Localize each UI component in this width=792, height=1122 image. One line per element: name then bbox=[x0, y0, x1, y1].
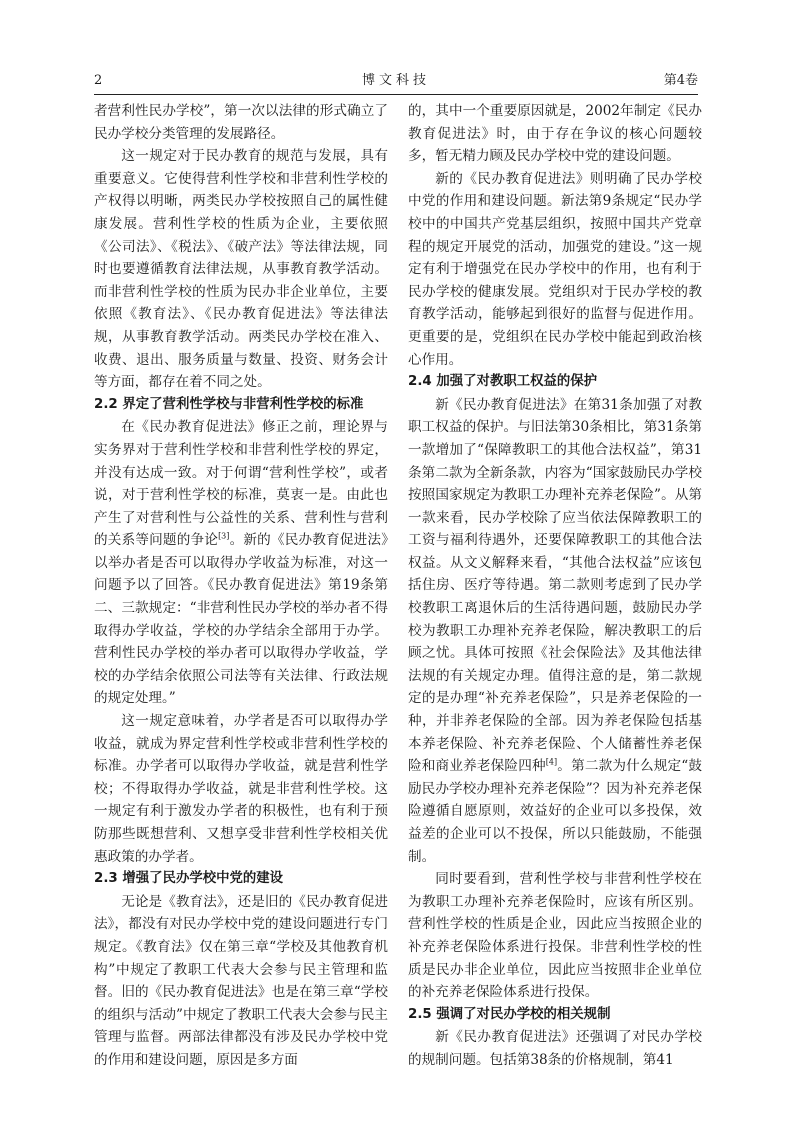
journal-name: 博文科技 bbox=[361, 73, 430, 88]
paragraph-text: 在《民办教育促进法》修正之前，理论界与实务界对于营利性学校和非营利性学校的界定，并没有达成一致。对于何谓“营利性学校”，或者说，对于营利性学校的标准，莫衷一是。由此也产生了对营利性与公益性的关系、营利性与营利的关系等问题的争论 bbox=[94, 419, 388, 549]
left-column bbox=[94, 100, 388, 1072]
section-heading-2-5: 2.5 强调了对民办学校的相关规制 bbox=[408, 1006, 611, 1022]
running-header bbox=[94, 70, 698, 92]
citation-ref: [3] bbox=[218, 531, 230, 541]
paragraph-text: 新《民办教育促进法》在第31条加强了对教职工权益的保护。与旧法第30条相比，第31条第一款增加了“保障教职工的其他合法权益”，第31条第二款为全新条款，内容为“国家鼓励民办学校按照国家规定为教职工办理补充养老保险”。从第一款来看，民办学校除了应当依法保障教职工的工资与福利待遇外，还要保障教职工的其他合法权益。从文义解释来看，“其他合法权益”应该包括住房、医疗等待遇。第二款则考虑到了民办学校教职工离退休后的生活待遇问题，鼓励民办学校为教职工办理补充养老保险，解决教职工的后顾之忧。具体可按照《社会保险法》及其他法律法规的有关规定办理。值得注意的是，第二款规定的是办理“补充养老保险”，只是养老保险的一种，并非养老保险的全部。因为养老保险包括基本养老保险、补充养老保险、个人储蓄性养老保险和商业养老保险四种 bbox=[408, 396, 702, 775]
paragraph: 这一规定对于民办教育的规范与发展，具有重要意义。它使得营利性学校和非营利性学校的产权得以明晰，两类民办学校按照自己的属性健康发展。营利性学校的性质为企业，主要依照《公司法》、《税法》、《破产法》等法律法规，同时也要遵循教育法律法规，从事教育教学活动。而非营利性学校的性质为民办非企业单位，主要依照《教育法》、《民办教育促进法》等法律法规，从事教育教学活动。两类民办学校在准入、收费、退出、服务质量与数量、投资、财务会计等方面，都存在着不同之处。 bbox=[94, 148, 388, 391]
paragraph: 同时要看到，营利性学校与非营利性学校在为教职工办理补充养老保险时，应该有所区别。营利性学校的性质是企业，因此应当按照企业的补充养老保险体系进行投保。非营利性学校的性质是民办非企业单位，因此应当按照非企业单位的补充养老保险体系进行投保。 bbox=[408, 871, 702, 1001]
paragraph bbox=[408, 394, 702, 868]
paragraph: 这一规定意味着，办学者是否可以取得办学收益，就成为界定营利性学校或非营利性学校的标准。办学者可以取得办学收益，就是营利性学校；不得取得办学收益，就是非营利性学校。这一规定有利于激发办学者的积极性，也有利于预防那些既想营利、又想享受非营利性学校相关优惠政策的办学者。 bbox=[94, 713, 388, 865]
section-heading-2-2: 2.2 界定了营利性学校与非营利性学校的标准 bbox=[94, 396, 364, 412]
section-heading-2-4: 2.4 加强了对教职工权益的保护 bbox=[408, 374, 598, 390]
volume-label: 第4卷 bbox=[663, 73, 698, 88]
paragraph-continued: 的，其中一个重要原因就是，2002年制定《民办教育促进法》时，由于存在争议的核心问题较多，暂无精力顾及民办学校中党的建设问题。 bbox=[408, 103, 702, 165]
header-rule bbox=[94, 94, 698, 95]
citation-ref: [4] bbox=[545, 757, 558, 767]
paragraph-text: 。第二款为什么规定“鼓励民办学校办理补充养老保险”？因为补充养老保险遵循自愿原则，效益好的企业可以多投保，效益差的企业可以不投保，所以只能鼓励，不能强制。 bbox=[408, 758, 703, 865]
paragraph-continued: 者营利性民办学校”，第一次以法律的形式确立了民办学校分类管理的发展路径。 bbox=[94, 103, 388, 142]
paragraph: 无论是《教育法》，还是旧的《民办教育促进法》，都没有对民办学校中党的建设问题进行专门规定。《教育法》仅在第三章“学校及其他教育机构”中规定了教职工代表大会参与民主管理和监督。旧的《民办教育促进法》也是在第三章“学校的组织与活动”中规定了教职工代表大会参与民主管理与监督。两部法律都没有涉及民办学校中党的作用和建设问题，原因是多方面 bbox=[94, 893, 388, 1068]
section-heading-2-3: 2.3 增强了民办学校中党的建设 bbox=[94, 871, 284, 887]
paragraph bbox=[94, 416, 388, 710]
page-number: 2 bbox=[94, 73, 103, 88]
paragraph: 新《民办教育促进法》还强调了对民办学校的规制问题。包括第38条的价格规制，第41 bbox=[408, 1029, 702, 1068]
paragraph-text: 。新的《民办教育促进法》以举办者是否可以取得办学收益为标准，对这一问题予以了回答。《民办教育促进法》第19条第二、三款规定：“非营利性民办学校的举办者不得取得办学收益，学校的办学结余全部用于办学。营利性民办学校的举办者可以取得办学收益，学校的办学结余依照公司法等有关法律、行政法规的规定处理。” bbox=[94, 532, 389, 707]
right-column bbox=[408, 100, 702, 1072]
paragraph: 新的《民办教育促进法》则明确了民办学校中党的作用和建设问题。新法第9条规定“民办学校中的中国共产党基层组织，按照中国共产党章程的规定开展党的活动，加强党的建设。”这一规定有利于增强党在民办学校中的作用，也有利于民办学校的健康发展。党组织对于民办学校的教育教学活动，能够起到很好的监督与促进作用。更重要的是，党组织在民办学校中能起到政治核心作用。 bbox=[408, 170, 702, 368]
